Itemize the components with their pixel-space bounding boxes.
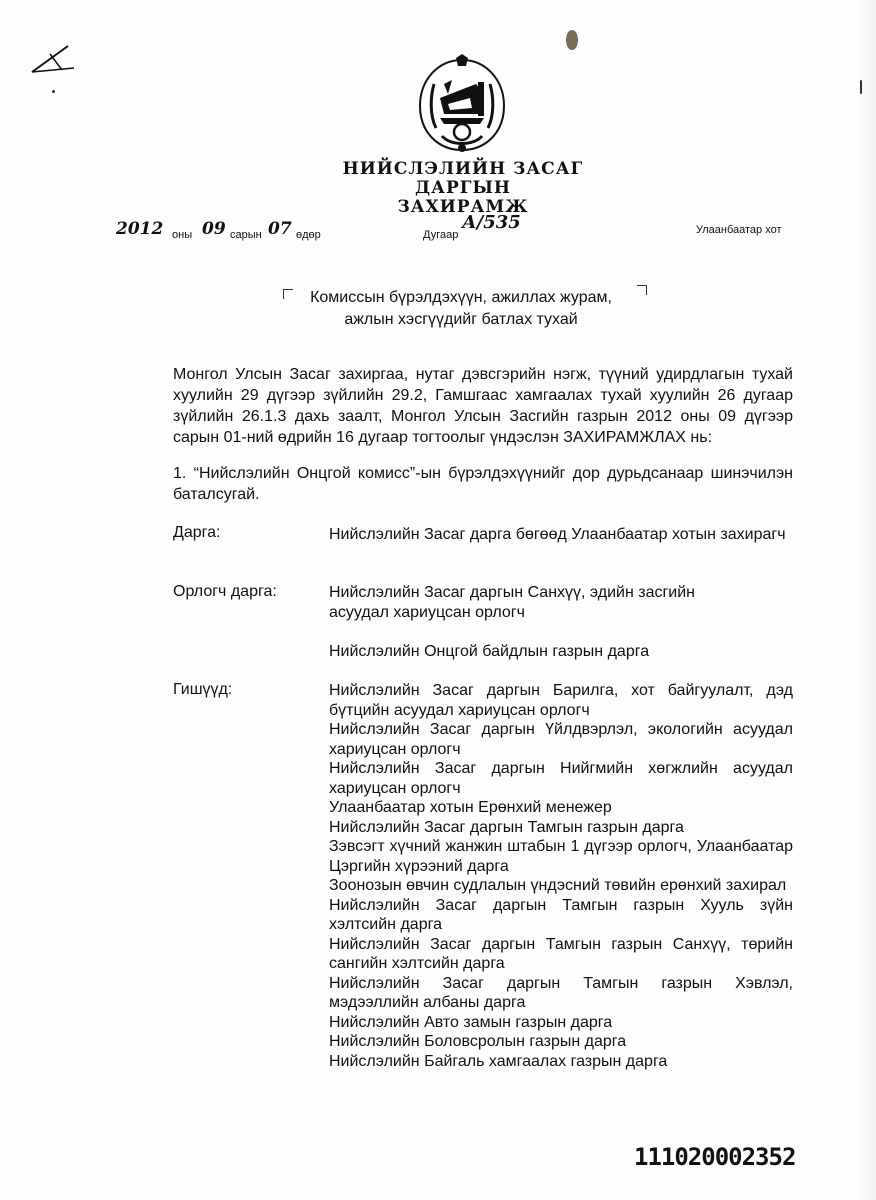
deputy-1-text: Нийслэлийн Засаг даргын Санхүү, эдийн засгийн асуудал хариуцсан орлогч xyxy=(329,584,696,621)
subject-corner-left xyxy=(283,289,293,299)
chair-label: Дарга: xyxy=(173,524,221,541)
subject-line-1: Комиссын бүрэлдэхүүн, ажиллах журам, xyxy=(310,289,612,306)
list-item: Нийслэлийн Засаг даргын Тамгын газрын дарга xyxy=(329,818,684,836)
state-emblem-icon xyxy=(414,54,510,156)
list-item: Зоонозын өвчин судлалын үндэсний төвийн ерөнхий захирал xyxy=(329,877,787,894)
members-list xyxy=(329,681,793,1071)
handwritten-mark xyxy=(28,40,78,76)
list-item: Нийслэлийн Боловсролын газрын дарга xyxy=(329,1033,627,1050)
month-label: сарын xyxy=(230,229,262,241)
list-item: Нийслэлийн Байгаль хамгаалах газрын дарга xyxy=(329,1052,668,1070)
list-item: Нийслэлийн Засаг даргын Тамгын газрын Санхүү, төрийн сангийн хэлтсийн дарга xyxy=(329,935,793,972)
handwritten-number: А/535 xyxy=(462,212,521,233)
list-item: Нийслэлийн Засаг даргын Тамгын газрын Хэвлэл, мэдээллийн албаны дарга xyxy=(329,974,793,1011)
handwritten-month: 09 xyxy=(202,219,226,239)
handwritten-day: 07 xyxy=(268,219,292,239)
list-item: Нийслэлийн Засаг даргын Нийгмийн хөгжлийн асуудал хариуцсан орлогч xyxy=(329,760,793,797)
scan-speck xyxy=(860,80,862,94)
title-line-1: НИЙСЛЭЛИЙН ЗАСАГ ДАРГЫН xyxy=(342,159,584,198)
day-label: өдөр xyxy=(296,229,321,241)
chair-text: Нийслэлийн Засаг дарга бөгөөд Улаанбаатар хотын захирагч xyxy=(329,526,786,543)
document-title xyxy=(300,160,626,217)
deputy-label: Орлогч дарга: xyxy=(173,583,277,600)
subject-corner-right xyxy=(637,285,647,295)
list-item: Нийслэлийн Засаг даргын Тамгын газрын Хууль зүйн хэлтсийн дарга xyxy=(329,896,793,933)
list-item: Зэвсэгт хүчний жанжин штабын 1 дүгээр орлогч, Улаанбаатар Цэргийн хүрээний дарга xyxy=(329,838,793,875)
handwritten-year: 2012 xyxy=(116,219,164,239)
item-1-paragraph: 1. “Нийслэлийн Онцгой комисс”-ын бүрэлдэхүүнийг дор дурьдсанаар шинэчилэн баталсугай. xyxy=(173,465,793,503)
subject-heading xyxy=(296,287,626,331)
year-label: оны xyxy=(172,229,193,241)
members-label: Гишүүд: xyxy=(173,681,233,698)
preamble-text: Монгол Улсын Засаг захиргаа, нутаг дэвсгэрийн нэгж, түүний удирдлагын тухай хуулийн 29 дүгээр зүйлийн 29.2, Гамшгаас хамгаалах тухай хуулийн 26 дугаар зүйлийн 26.1.3 дахь заалт, Монгол Улсын Засгийн газрын 2012 оны 09 дүгээр сарын 01-ний өдрийн 16 дугаар тогтоолыг үндэслэн ЗАХИРАМЖЛАХ нь: xyxy=(173,366,793,446)
place-label: Улаанбаатар хот xyxy=(696,224,782,236)
number-label: Дугаар xyxy=(423,229,459,241)
scan-edge-shadow xyxy=(858,0,876,1200)
scan-speck xyxy=(566,30,578,50)
preamble-paragraph xyxy=(173,364,793,448)
deputy-2-text: Нийслэлийн Онцгой байдлын газрын дарга xyxy=(329,643,650,660)
list-item: Нийслэлийн Засаг даргын Барилга, хот байгуулалт, дэд бүтцийн асуудал хариуцсан орлогч xyxy=(329,682,793,719)
list-item: Нийслэлийн Засаг даргын Үйлдвэрлэл, экологийн асуудал хариуцсан орлогч xyxy=(329,721,793,758)
document-serial-number: 111020002352 xyxy=(634,1143,796,1171)
title-line-2: ЗАХИРАМЖ xyxy=(397,197,529,217)
subject-line-2: ажлын хэсгүүдийг батлах тухай xyxy=(344,311,578,328)
list-item: Улаанбаатар хотын Ерөнхий менежер xyxy=(329,799,612,816)
list-item: Нийслэлийн Авто замын газрын дарга xyxy=(329,1013,613,1031)
scan-speck xyxy=(52,90,55,93)
